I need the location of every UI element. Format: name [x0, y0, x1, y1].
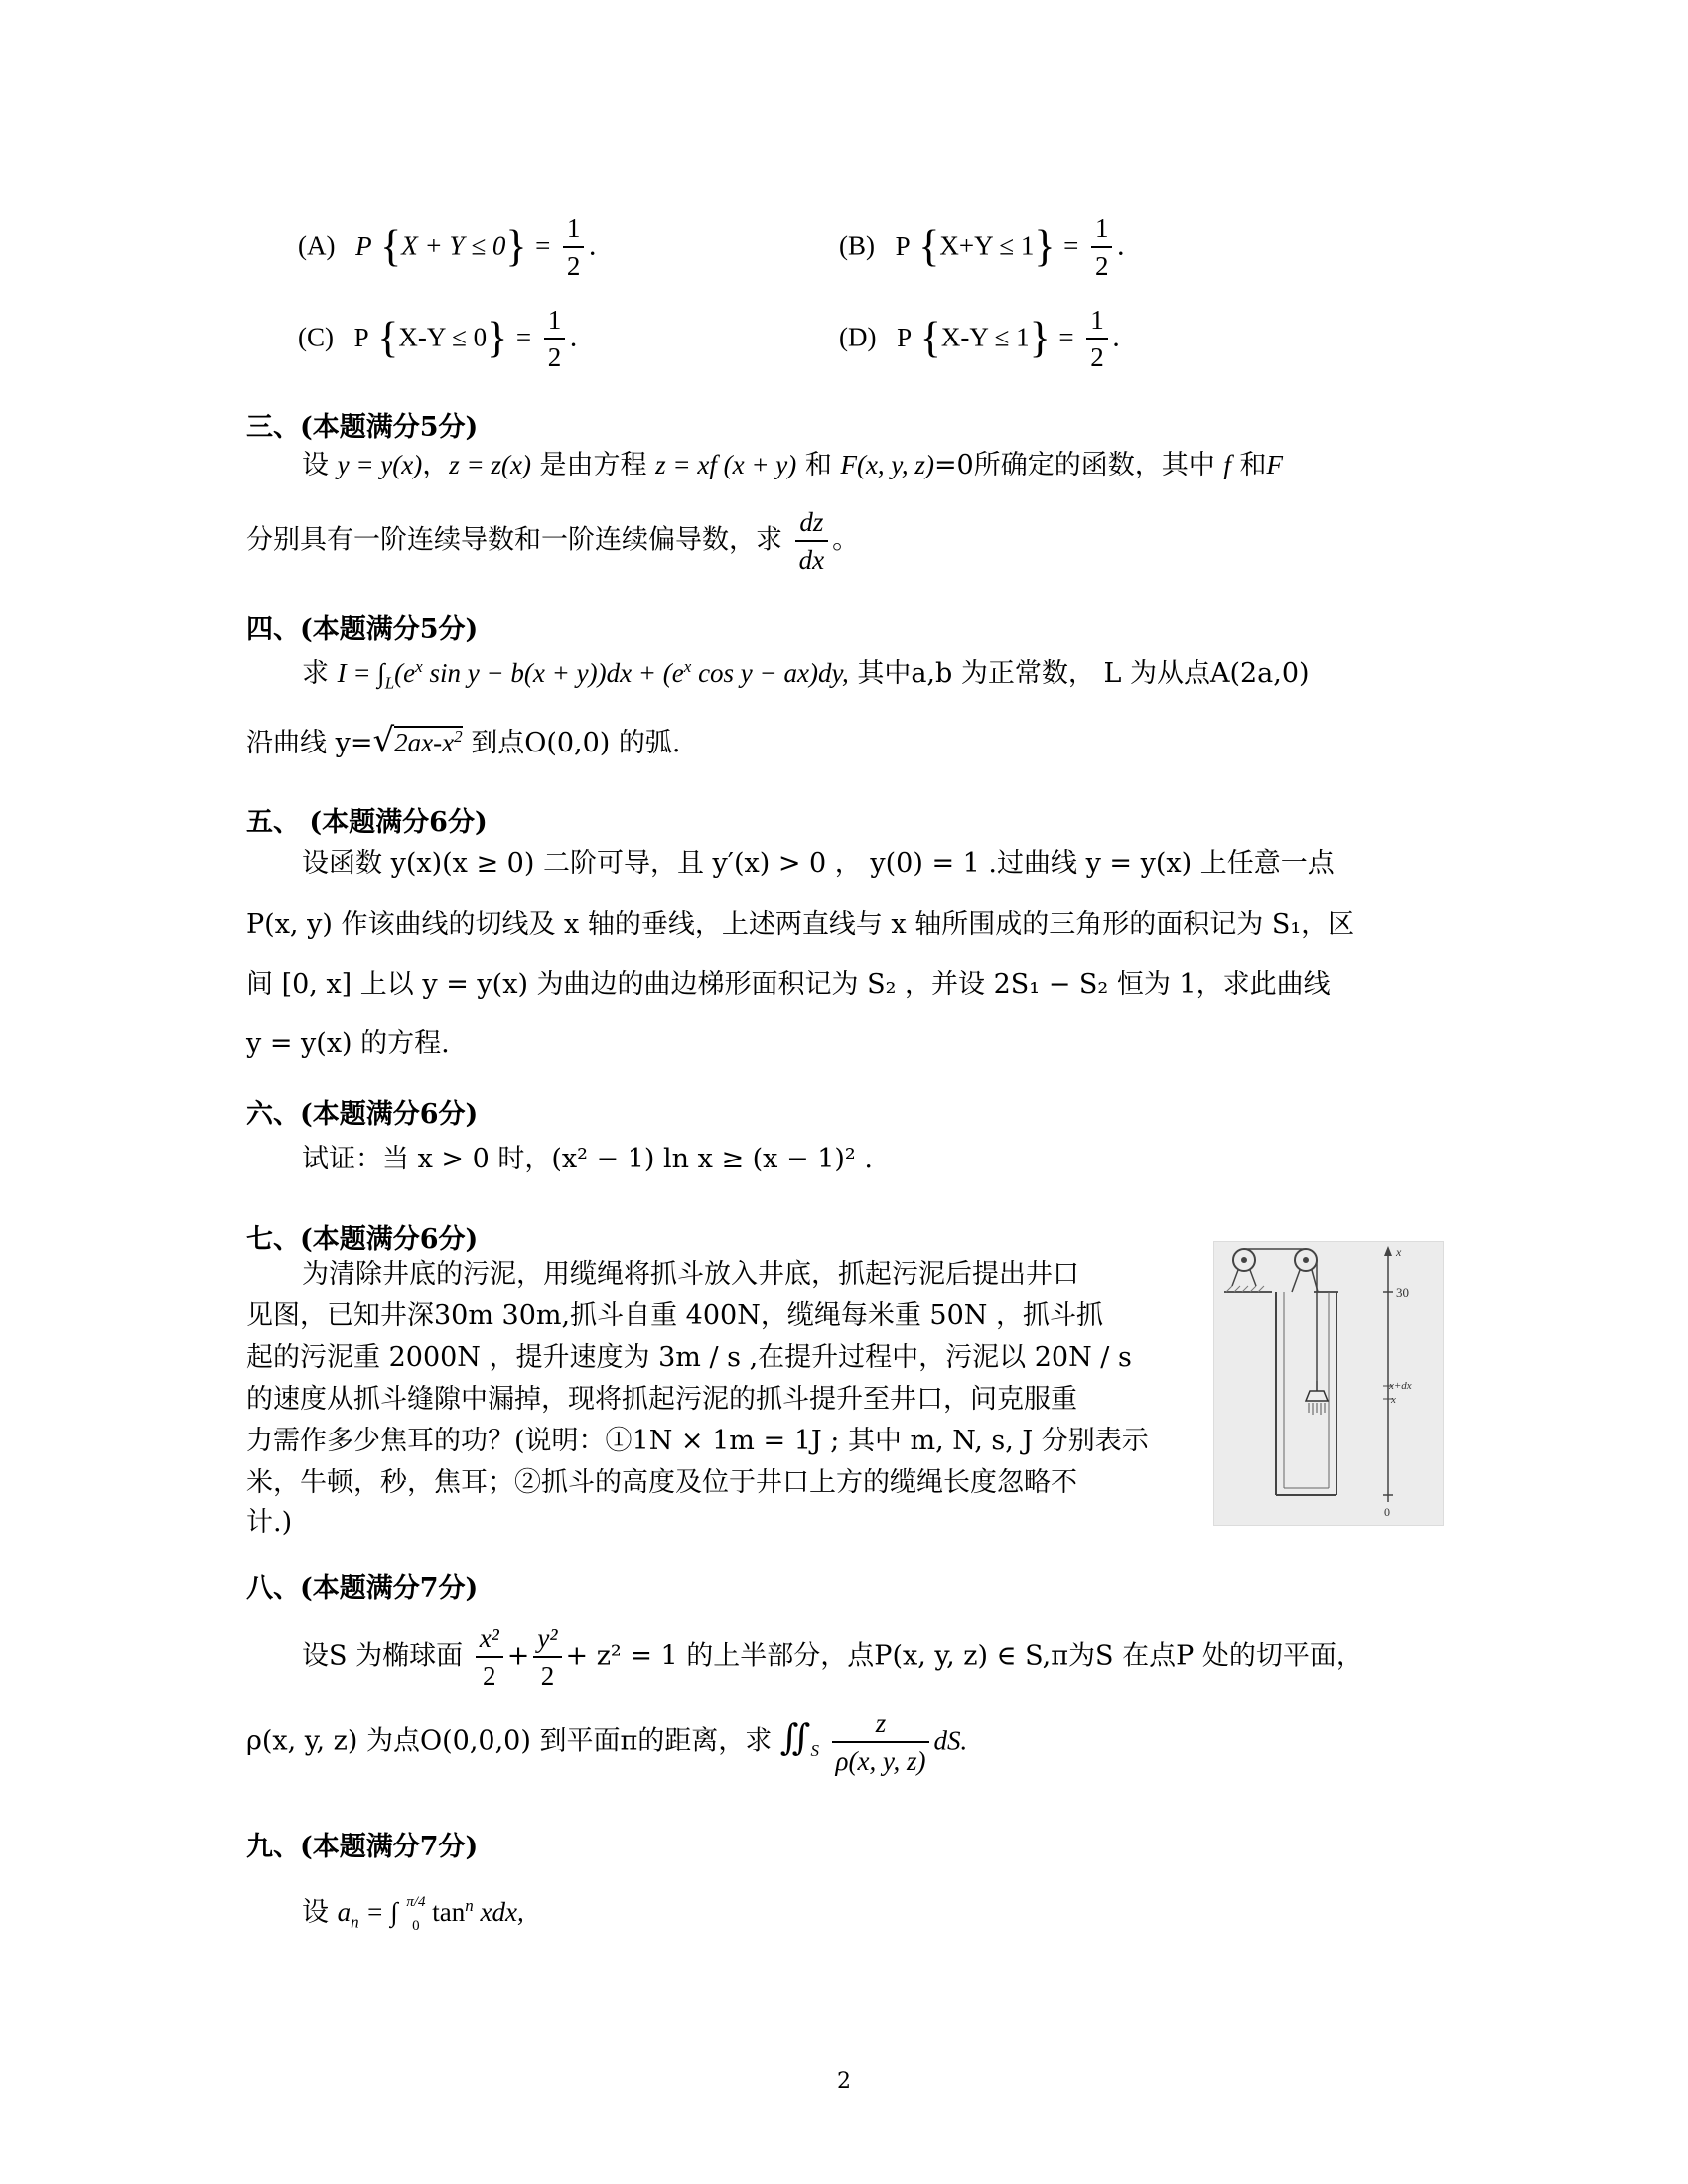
- well-figure: [1213, 1241, 1444, 1526]
- q7-line2: 见图，已知井深30m 30m,抓斗自重 400N，缆绳每米重 50N ，抓斗抓: [246, 1300, 1103, 1331]
- q3-l1f: z = xf (x + y): [655, 450, 797, 479]
- q9-limits: [406, 1890, 425, 1938]
- option-b-inside: X+Y ≤ 1: [939, 230, 1035, 261]
- q8-double-integral: ∬: [779, 1717, 811, 1759]
- option-c-label: (C): [298, 322, 334, 352]
- option-c-num: 1: [544, 302, 566, 340]
- q8-frac1: [476, 1620, 503, 1694]
- option-a-end: .: [588, 230, 597, 262]
- q3-l1d: z = z(x): [449, 450, 531, 479]
- q4-part2: cos y − ax)dy,: [691, 658, 849, 688]
- q3-l1e: 是由方程: [539, 450, 647, 480]
- q3-frac-den: dx: [798, 545, 825, 575]
- option-a-den: 2: [566, 251, 581, 281]
- option-a-inside: X + Y ≤ 0: [401, 230, 506, 261]
- q7-line6: 米，牛顿，秒，焦耳；②抓斗的高度及位于井口上方的缆绳长度忽略不: [246, 1467, 1077, 1498]
- q3-l1b: y = y(x): [337, 450, 423, 479]
- q4-sub-l: L: [384, 673, 395, 693]
- q5-line2: P(x, y) 作该曲线的切线及 x 轴的垂线，上述两直线与 x 轴所围成的三角形的面积记为 S₁，区: [246, 909, 1355, 940]
- q4-intro: 求: [302, 658, 329, 689]
- q4-integrand: (e: [394, 658, 416, 688]
- q5-line4: y = y(x) 的方程.: [246, 1028, 450, 1059]
- q9-an: a: [337, 1897, 352, 1927]
- q5-line3: 间 [0, x] 上以 y = y(x) 为曲边的曲边梯形面积记为 S₂ ，并设 2S₁ − S₂ 恒为 1，求此曲线: [246, 969, 1331, 1000]
- q4-sup1: x: [415, 657, 423, 676]
- q8-line1: [302, 1620, 1363, 1694]
- q4-sqrt-sup: 2: [454, 727, 463, 746]
- fig-x-label: x: [1391, 1394, 1396, 1406]
- q3-l1k: 和: [1239, 450, 1267, 480]
- option-a-lhs: P: [355, 230, 372, 261]
- fig-xdx-label: x+dx: [1389, 1380, 1412, 1392]
- q9-upper: π/4: [406, 1893, 426, 1910]
- q4-sup2: x: [683, 657, 692, 676]
- q3-line2: [246, 504, 859, 578]
- q9-l1a: 设: [302, 1897, 329, 1928]
- q9-heading: 九、(本题满分7分): [246, 1832, 479, 1862]
- option-c-fraction: [544, 302, 566, 375]
- q3-frac-num: dz: [795, 504, 828, 542]
- q3-line1: [302, 445, 1283, 485]
- q7-heading: 七、(本题满分6分): [246, 1224, 479, 1255]
- option-d-lhs: P: [897, 322, 913, 352]
- q8-heading: 八、(本题满分7分): [246, 1573, 479, 1604]
- q3-l1g: 和: [804, 450, 832, 480]
- q3-l1j: f: [1223, 450, 1231, 479]
- option-a-fraction: [563, 210, 585, 284]
- q8-frac3: [832, 1706, 930, 1779]
- q3-l2a: 分别具有一阶连续导数和一阶连续偏导数，求: [246, 524, 782, 556]
- q8-plus: +: [506, 1640, 530, 1672]
- option-c-inside: X-Y ≤ 0: [398, 322, 488, 352]
- option-d: (D) P {X-Y ≤ 1} = $\frac{1}{2}$ .: [839, 302, 1120, 375]
- fig-30-label: 30: [1396, 1285, 1409, 1299]
- option-c-end: .: [569, 322, 578, 353]
- q3-heading: 三、(本题满分5分): [246, 412, 479, 443]
- option-d-inside: X-Y ≤ 1: [940, 322, 1030, 352]
- q8-f2-den: 2: [540, 1661, 555, 1691]
- q7-line5: 力需作多少焦耳的功？(说明：①1N × 1m = 1J ; 其中 m, N, s, J 分别表示: [246, 1426, 1149, 1456]
- q4-sqrt-body: 2ax-x: [394, 728, 455, 757]
- q8-f3-den: ρ(x, y, z): [835, 1746, 926, 1776]
- q3-l2-end: 。: [832, 524, 860, 556]
- option-b-label: (B): [839, 230, 875, 261]
- q3-l1l: F: [1266, 450, 1283, 479]
- q8-f2-num: y²: [533, 1620, 561, 1658]
- q8-sub-s: S: [810, 1740, 819, 1760]
- q6-line1: 试证：当 x > 0 时，(x² − 1) ln x ≥ (x − 1)² .: [302, 1144, 873, 1174]
- q8-l1b: + z² = 1 的上半部分，点P(x, y, z) ∈ S,π为S 在点P 处的切平面，: [565, 1640, 1363, 1672]
- q9-tan: tan: [425, 1897, 466, 1927]
- q7-line4: 的速度从抓斗缝隙中漏掉，现将抓起污泥的抓斗提升至井口，问克服重: [246, 1384, 1077, 1415]
- option-b-lhs: P: [895, 230, 911, 261]
- q8-l2b: dS.: [933, 1725, 968, 1756]
- page-number: 2: [837, 2069, 851, 2094]
- q9-sup-n: n: [465, 1896, 474, 1915]
- option-c-den: 2: [547, 342, 562, 372]
- q4-cond: 其中a,b 为正常数， L 为从点A(2a,0): [857, 658, 1310, 689]
- q4-part1: sin y − b(x + y))dx + (e: [422, 658, 684, 688]
- q4-l2b: 到点O(0,0) 的弧.: [462, 728, 681, 758]
- option-d-label: (D): [839, 322, 877, 352]
- q5-heading: 五、 (本题满分6分): [246, 807, 488, 838]
- fig-zero-label: 0: [1384, 1505, 1390, 1519]
- q9-lower: 0: [412, 1917, 420, 1934]
- q4-l2a: 沿曲线 y=: [246, 728, 373, 758]
- q5-line1: 设函数 y(x)(x ≥ 0) 二阶可导，且 y′(x) > 0 ， y(0) = 1 .过曲线 y = y(x) 上任意一点: [302, 848, 1335, 879]
- q7-line3: 起的污泥重 2000N ，提升速度为 3m / s ,在提升过程中，污泥以 20N / s: [246, 1342, 1132, 1373]
- option-d-fraction: [1086, 302, 1108, 375]
- option-a-num: 1: [563, 210, 585, 248]
- q4-heading: 四、(本题满分5分): [246, 614, 479, 645]
- q9-eq: = ∫: [358, 1897, 398, 1927]
- option-b: (B) P {X+Y ≤ 1} = $\frac{1}{2}$ .: [839, 210, 1125, 284]
- option-a: (A) P {X + Y ≤ 0} = $\frac{1}{2}$ .: [298, 210, 597, 284]
- q6-heading: 六、(本题满分6分): [246, 1099, 479, 1130]
- q9-l1c: xdx,: [473, 1897, 524, 1927]
- q8-f1-den: 2: [482, 1661, 496, 1691]
- q3-l1a: 设: [302, 450, 329, 480]
- q7-line7: 计.): [246, 1507, 293, 1538]
- q8-l1a: 设S 为椭球面: [302, 1640, 464, 1672]
- option-b-end: .: [1116, 230, 1126, 262]
- q3-fraction: [795, 504, 828, 578]
- well-diagram: [1214, 1242, 1443, 1525]
- option-b-num: 1: [1091, 210, 1113, 248]
- fig-axis-x-label: x: [1396, 1245, 1402, 1259]
- q7-line1: 为清除井底的污泥，用缆绳将抓斗放入井底，抓起污泥后提出井口: [302, 1259, 1079, 1290]
- q3-l1h: F(x, y, z): [840, 450, 934, 479]
- option-d-num: 1: [1086, 302, 1108, 340]
- option-c: (C) P {X-Y ≤ 0} = $\frac{1}{2}$ .: [298, 302, 578, 375]
- q4-integral: I = ∫: [337, 658, 385, 688]
- option-b-fraction: [1091, 210, 1113, 284]
- q9-sub-n: n: [351, 1912, 359, 1932]
- q3-l1i: =0所确定的函数，其中: [933, 450, 1215, 480]
- option-d-end: .: [1111, 322, 1121, 353]
- q8-l2a: ρ(x, y, z) 为点O(0,0,0) 到平面π的距离，求: [246, 1725, 773, 1757]
- q9-line1: [302, 1886, 524, 1942]
- q4-sqrt: [394, 726, 462, 757]
- q8-line2: [246, 1706, 967, 1779]
- q8-f1-num: x²: [476, 1620, 503, 1658]
- option-d-den: 2: [1090, 342, 1104, 372]
- option-c-lhs: P: [353, 322, 369, 352]
- option-b-den: 2: [1094, 251, 1109, 281]
- q4-line1: [302, 647, 1310, 703]
- q8-f3-num: z: [832, 1706, 930, 1743]
- q8-frac2: [533, 1620, 561, 1694]
- q4-line2: 沿曲线 $y=√2ax-x^2$ 到点O(0,0) 的弧.: [246, 721, 681, 760]
- q3-l1c: ，: [422, 450, 450, 480]
- option-a-label: (A): [298, 230, 336, 261]
